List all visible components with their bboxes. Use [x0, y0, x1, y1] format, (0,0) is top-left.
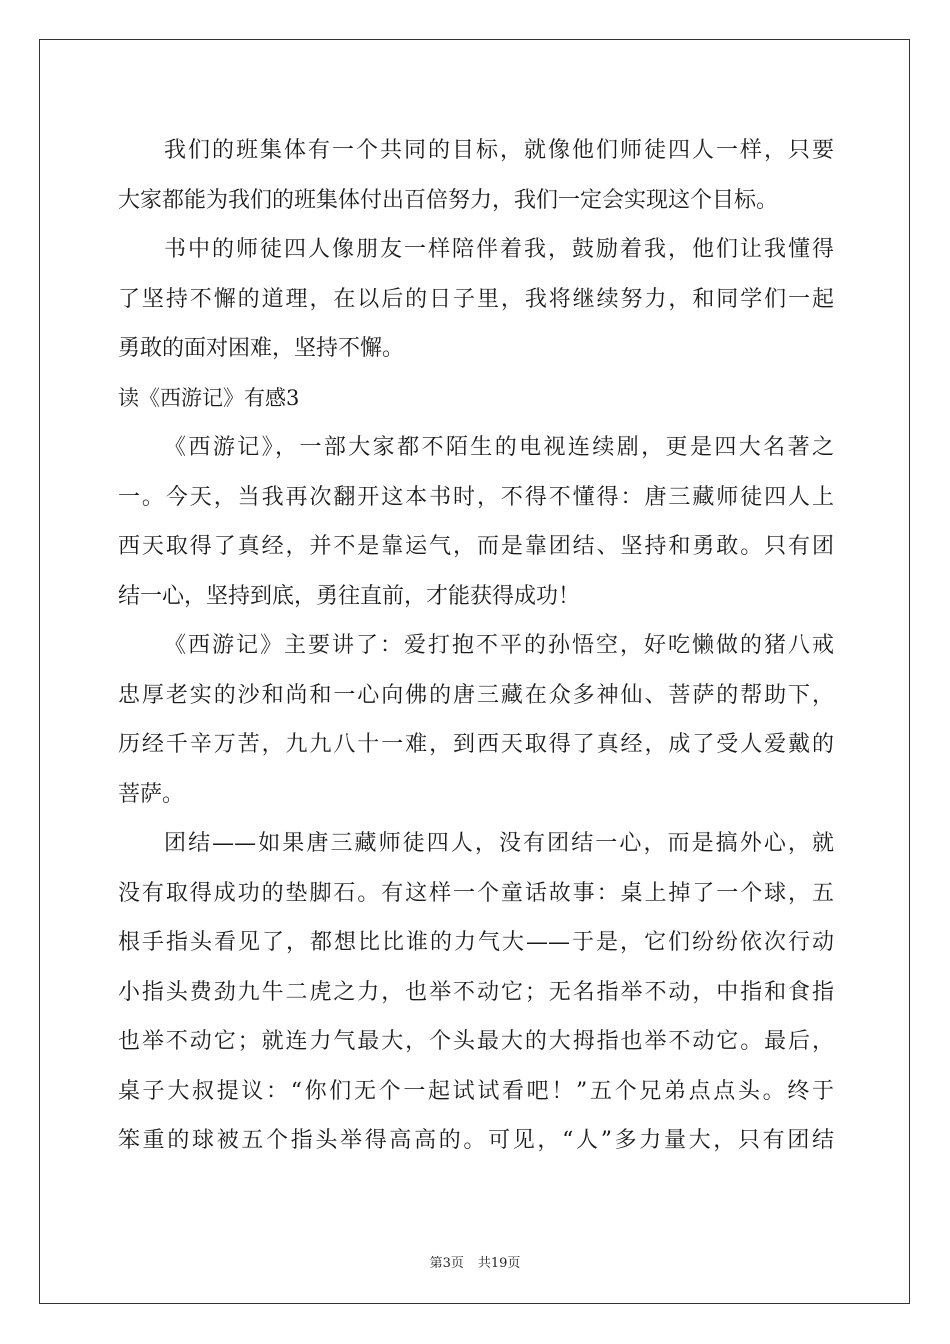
paragraph-line: 我们的班集体有一个共同的目标，就像他们师徒四人一样，只要 [164, 138, 834, 163]
paragraph-line: 没有取得成功的垫脚石。有这样一个童话故事：桌上掉了一个球，五 [118, 880, 834, 906]
paragraph-line: 勇敢的面对困难，坚持不懈。 [118, 336, 405, 361]
paragraph-line: 大家都能为我们的班集体付出百倍努力，我们一定会实现这个目标。 [118, 187, 779, 213]
paragraph-line: 菩萨。 [118, 781, 185, 807]
paragraph-line: 书中的师徒四人像朋友一样陪伴着我，鼓励着我，他们让我懂得 [164, 237, 834, 262]
paragraph-line: 结一心，坚持到底，勇往直前，才能获得成功！ [118, 583, 581, 609]
page-footer [0, 1252, 950, 1271]
page-total: 共19页 [477, 1256, 521, 1271]
paragraph-line: 一。今天，当我再次翻开这本书时，不得不懂得：唐三藏师徒四人上 [118, 484, 834, 510]
paragraph-line: 笨重的球被五个指头举得高高的。可见，“人”多力量大，只有团结 [118, 1128, 834, 1153]
document-body [118, 126, 834, 1166]
page-number: 第3页 [429, 1256, 464, 1271]
paragraph-line: 根手指头看见了，都想比比谁的力气大——于是，它们纷纷依次行动 [118, 930, 834, 955]
paragraph-line: 桌子大叔提议：“你们无个一起试试看吧！”五个兄弟点点头。终于 [118, 1078, 834, 1104]
paragraph-line: 忠厚老实的沙和尚和一心向佛的唐三藏在众多神仙、菩萨的帮助下， [118, 682, 834, 708]
paragraph-line: 也举不动它；就连力气最大，个头最大的大拇指也举不动它。最后， [118, 1029, 834, 1054]
paragraph-line: 历经千辛万苦，九九八十一难，到西天取得了真经，成了受人爱戴的 [118, 732, 834, 757]
paragraph-line: 小指头费劲九牛二虎之力，也举不动它；无名指举不动，中指和食指 [118, 979, 834, 1005]
paragraph-line: 《西游记》，一部大家都不陌生的电视连续剧，更是四大名著之 [164, 435, 834, 460]
section-heading: 读《西游记》有感3 [118, 385, 300, 410]
paragraph-line: 西天取得了真经，并不是靠运气，而是靠团结、坚持和勇敢。只有团 [118, 534, 834, 559]
paragraph-line: 《西游记》主要讲了：爱打抱不平的孙悟空，好吃懒做的猪八戒 [164, 633, 834, 658]
paragraph-line: 了坚持不懈的道理，在以后的日子里，我将继续努力，和同学们一起 [118, 286, 834, 312]
paragraph-line: 团结——如果唐三藏师徒四人，没有团结一心，而是搞外心，就 [164, 831, 834, 856]
